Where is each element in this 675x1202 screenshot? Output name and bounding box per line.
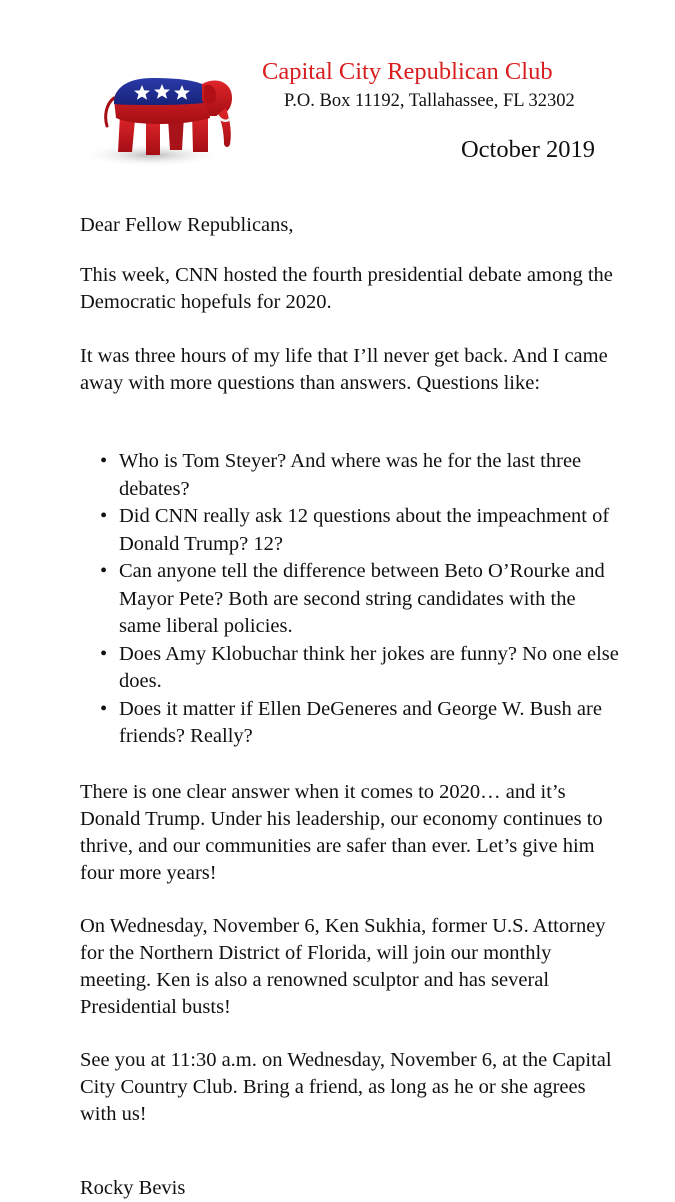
bullet-marker: • <box>100 505 108 527</box>
paragraph-guest-speaker: On Wednesday, November 6, Ken Sukhia, former U.S. Attorney for the Northern District of Florida, will join our monthly meeting. Ken is also a renowned sculptor and has several Presidential busts! <box>80 915 606 1018</box>
list-item-text: Did CNN really ask 12 questions about the impeachment of Donald Trump? 12? <box>119 505 610 555</box>
list-item <box>100 448 620 503</box>
signature: Rocky Bevis <box>80 1177 186 1199</box>
bullet-marker: • <box>100 697 108 720</box>
list-item <box>100 558 620 641</box>
list-item <box>100 696 620 751</box>
list-item <box>100 503 620 558</box>
bullet-marker: • <box>100 560 108 582</box>
list-item-text: Can anyone tell the difference between Beto O’Rourke and Mayor Pete? Both are second string candidates with the same liberal policies. <box>119 560 605 637</box>
list-item-text: Does Amy Klobuchar think her jokes are funny? No one else does. <box>119 642 619 692</box>
bullet-marker: • <box>100 450 108 472</box>
paragraph-trump-answer: There is one clear answer when it comes to 2020… and it’s Donald Trump. Under his leadership, our economy continues to thrive, and our communities are safer than ever. Let’s give him four more years! <box>80 781 603 884</box>
organization-name: Capital City Republican Club <box>262 58 553 85</box>
list-item <box>100 641 620 696</box>
list-item-text: Does it matter if Ellen DeGeneres and George W. Bush are friends? Really? <box>119 697 602 747</box>
letter-date: October 2019 <box>460 136 595 163</box>
questions-list <box>100 448 620 751</box>
paragraph-debate-intro: This week, CNN hosted the fourth presidential debate among the Democratic hopefuls for 2020. <box>80 264 613 313</box>
salutation: Dear Fellow Republicans, <box>80 214 294 236</box>
list-item-text: Who is Tom Steyer? And where was he for the last three debates? <box>119 450 582 500</box>
republican-elephant-icon <box>80 60 240 170</box>
paragraph-meeting-invite: See you at 11:30 a.m. on Wednesday, November 6, at the Capital City Country Club. Bring a friend, as long as he or she agrees with us! <box>80 1049 612 1125</box>
organization-address: P.O. Box 11192, Tallahassee, FL 32302 <box>284 91 575 111</box>
paragraph-questions-intro: It was three hours of my life that I’ll never get back. And I came away with more questions than answers. Questions like: <box>80 345 608 394</box>
bullet-marker: • <box>100 642 108 665</box>
